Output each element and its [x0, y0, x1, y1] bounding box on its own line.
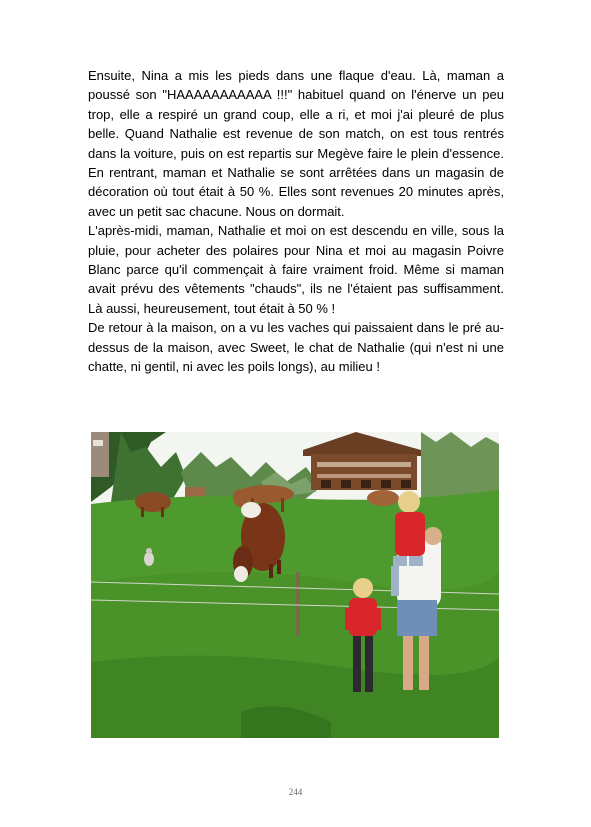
paragraph-3: De retour à la maison, on a vu les vaches qui paissaient dans le pré au-dessus de la maison, avec Sweet, le chat de Nathalie (qui n'est ni une chatte, ni gentil, ni avec les poils longs), au milieu !: [88, 320, 504, 375]
paragraph-2: L'après-midi, maman, Nathalie et moi on est descendu en ville, sous la pluie, pour acheter des polaires pour Nina et moi au magasin Poivre Blanc parce qu'il commençait à faire vraiment froid. Même si maman avait prévu des vêtements "chauds", ils ne l'étaient pas suffisamment. Là aussi, heureusement, tout était à 50 % !: [88, 223, 504, 316]
page-number: 244: [288, 787, 303, 797]
meadow-scene-image: [91, 432, 499, 738]
body-text: [88, 66, 504, 377]
photo-cows-meadow: [91, 432, 499, 738]
paragraph-1: Ensuite, Nina a mis les pieds dans une flaque d'eau. Là, maman a poussé son "HAAAAAAAAAAA !!!" habituel quand on l'énerve un peu trop, elle a respiré un grand coup, elle a ri, et moi j'ai pleuré de plus belle. Quand Nathalie est revenue de son match, on est tous rentrés dans la voiture, puis on est repartis sur Megève faire le plein d'essence. En rentrant, maman et Nathalie se sont arrêtées dans un magasin de décoration où tout était à 50 %. Elles sont revenues 20 minutes après, avec un petit sac chacune. Nous on dormait.: [88, 68, 504, 219]
